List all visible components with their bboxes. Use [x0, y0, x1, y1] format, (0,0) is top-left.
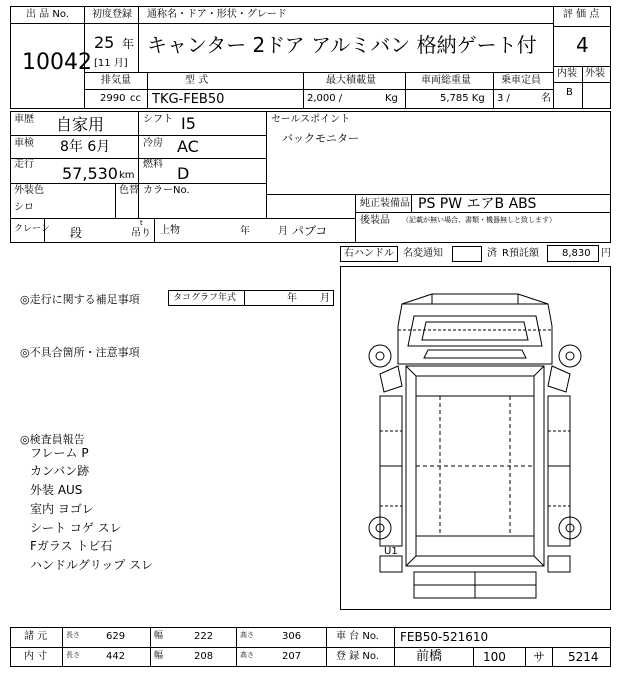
displacement-unit: cc	[130, 93, 141, 104]
ext-color-label: 外装色	[14, 185, 44, 196]
inspector-item: Fガラス トビ石	[30, 539, 113, 553]
inspector-item: カンバン跡	[30, 464, 90, 478]
ac: AC	[177, 137, 199, 156]
max-load-label: 最大積載量	[326, 75, 376, 86]
crane-stage: 段	[70, 226, 83, 240]
interior-grade: B	[566, 87, 573, 98]
color-no-label: 色替	[119, 185, 139, 196]
truck-cab-outline	[398, 294, 552, 364]
model-name-label: 通称名・ドア・形状・グレード	[147, 9, 287, 20]
sales-point: バックモニター	[282, 132, 359, 145]
inner-width: 208	[194, 651, 214, 662]
mileage: 57,530	[62, 164, 118, 183]
crane-year: 年	[240, 226, 250, 237]
tacho-label: タコグラフ年式	[173, 293, 237, 303]
truck-diagram	[340, 266, 611, 610]
width-label: 幅	[154, 631, 164, 641]
recycle-label: R預託額	[502, 248, 539, 259]
displacement: 2990	[100, 93, 126, 104]
rating-label: 評 価 点	[563, 9, 600, 20]
reg-month: [11 月]	[94, 58, 128, 69]
capacity-label: 乗車定員	[501, 75, 541, 86]
mileage-label: 走行	[14, 159, 34, 170]
history-label: 車歴	[14, 114, 34, 125]
reg-year: 25	[94, 33, 115, 52]
fuel: D	[177, 164, 190, 183]
reg-label: 登 録 No.	[336, 651, 379, 662]
length-label: 長さ	[66, 631, 80, 639]
model-name: キャンター 2ドア アルミバン 格納ゲート付	[147, 33, 537, 57]
height-label: 高さ	[240, 631, 254, 639]
max-load-unit: Kg	[385, 93, 398, 104]
model-type: TKG-FEB50	[152, 92, 225, 107]
reg-year-unit: 年	[122, 37, 135, 51]
lot-no-label: 出 品 No.	[26, 9, 69, 20]
exterior-label: 外装	[585, 68, 605, 79]
reg-class: 100	[483, 650, 506, 664]
oem-label: 純正装備品	[360, 198, 410, 209]
defects-title: ◎不具合箇所・注意事項	[20, 346, 140, 359]
inner-height: 207	[282, 651, 302, 662]
mileage-unit: km	[119, 170, 135, 181]
damage-mark-u1: U1	[384, 546, 398, 557]
tacho-month: 月	[320, 293, 330, 304]
shift: I5	[181, 114, 196, 133]
spec-width: 222	[194, 631, 214, 642]
ext-color: シロ	[14, 202, 34, 213]
inspector-item: 室内 ヨゴレ	[30, 502, 94, 516]
chassis-no: FEB50-521610	[400, 630, 489, 644]
ac-label: 冷房	[143, 138, 163, 149]
recycle-unit: 円	[601, 248, 611, 259]
truck-side-panels	[380, 366, 570, 546]
inspector-item: 外装 AUS	[30, 483, 83, 497]
truck-rear-view	[380, 556, 570, 598]
crane-maker: パブコ	[292, 224, 328, 238]
height-label-2: 高さ	[240, 651, 254, 659]
driving-notes-title: ◎走行に関する補足事項	[20, 293, 140, 306]
recycle-mark: 済	[487, 248, 497, 259]
oem-equipment: PS PW エアB ABS	[418, 196, 537, 212]
inspection: 8年 6月	[60, 139, 111, 155]
inspector-title: ◎検査員報告	[20, 433, 85, 446]
recycle-amount: 8,830	[562, 248, 591, 259]
rating-score: 4	[576, 33, 589, 57]
max-load: 2,000 /	[307, 93, 343, 104]
model-type-label: 型 式	[185, 75, 209, 86]
capacity: 3 /	[497, 93, 510, 104]
width-label-2: 幅	[154, 651, 164, 661]
aftermarket-note: （記載が無い場合、書類・機器無しと致します）	[402, 216, 556, 224]
aftermarket-label: 後装品	[360, 215, 390, 226]
inner-label: 内 寸	[24, 651, 48, 662]
crane-month: 月	[278, 226, 288, 237]
tacho-year: 年	[287, 293, 297, 304]
sales-point-label: セールスポイント	[271, 114, 351, 125]
wheel-front-left	[369, 345, 391, 367]
wheel-front-right	[559, 345, 581, 367]
inspector-item: フレーム P	[30, 446, 89, 460]
gross-weight-label: 車両総重量	[421, 75, 471, 86]
crane-top-label: 上物	[160, 225, 180, 236]
capacity-unit: 名	[541, 93, 551, 104]
crane-label: クレーン	[14, 224, 50, 234]
name-change-label: 名変通知	[403, 248, 443, 259]
spec-length: 629	[106, 631, 126, 642]
inspector-item: ハンドルグリップ スレ	[30, 558, 154, 572]
reg-number: 5214	[568, 650, 599, 664]
history: 自家用	[56, 115, 105, 134]
shift-label: シフト	[143, 114, 173, 125]
first-reg-label: 初度登録	[92, 9, 132, 20]
inspector-item: シート コゲ スレ	[30, 521, 122, 535]
spec-height: 306	[282, 631, 302, 642]
name-change-box	[452, 246, 482, 262]
displacement-label: 排気量	[101, 75, 131, 86]
inspection-label: 車検	[14, 138, 34, 149]
color-no2-label: カラーNo.	[143, 185, 190, 196]
truck-cargo-box	[406, 366, 544, 566]
reg-area: 前橋	[416, 649, 443, 664]
inner-length: 442	[106, 651, 126, 662]
steering: 右ハンドル	[344, 248, 394, 259]
lot-no: 10042	[22, 50, 92, 75]
reg-kana: サ	[533, 650, 546, 664]
fuel-label: 燃料	[143, 159, 163, 170]
gross-weight: 5,785 Kg	[440, 93, 485, 104]
chassis-label: 車 台 No.	[336, 631, 379, 642]
length-label-2: 長さ	[66, 651, 80, 659]
interior-label: 内装	[557, 68, 577, 79]
crane-hang: 吊り	[131, 228, 151, 239]
spec-label: 諸 元	[24, 631, 48, 642]
crane-ton: t	[140, 219, 143, 227]
